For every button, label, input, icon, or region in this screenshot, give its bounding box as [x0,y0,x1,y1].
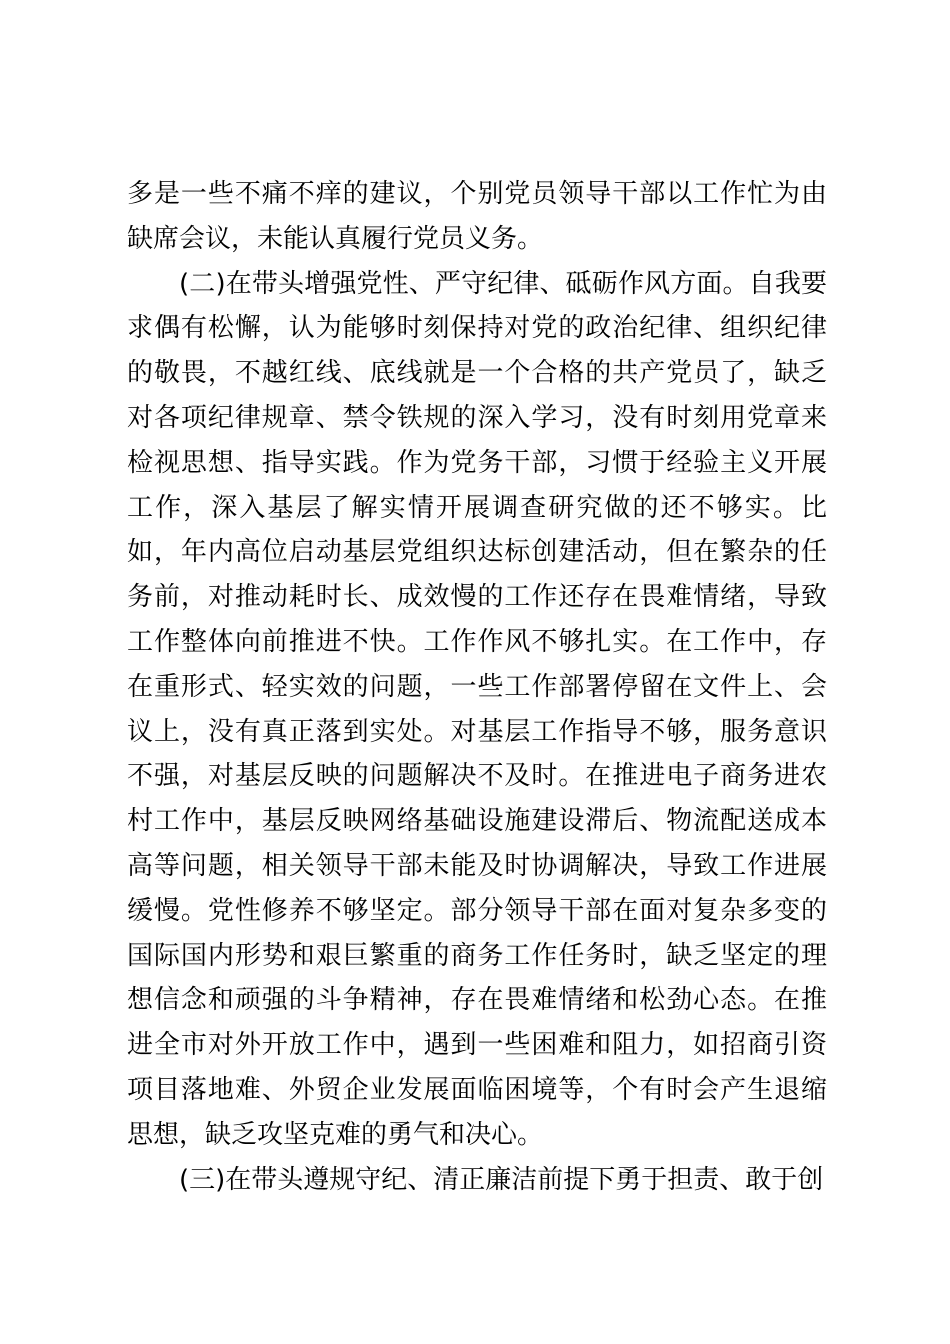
document-body [127,172,827,1202]
paragraph-1: 多是一些不痛不痒的建议，个别党员领导干部以工作忙为由缺席会议，未能认真履行党员义务。 [127,179,827,254]
paragraph-2: (二)在带头增强党性、严守纪律、砥砺作风方面。自我要求偶有松懈，认为能够时刻保持对党的政治纪律、组织纪律的敬畏，不越红线、底线就是一个合格的共产党员了，缺乏对各项纪律规章、禁令铁规的深入学习，没有时刻用党章来检视思想、指导实践。作为党务干部，习惯于经验主义开展工作，深入基层了解实情开展调查研究做的还不够实。比如，年内高位启动基层党组织达标创建活动，但在繁杂的任务前，对推动耗时长、成效慢的工作还存在畏难情绪，导致工作整体向前推进不快。工作作风不够扎实。在工作中，存在重形式、轻实效的问题，一些工作部署停留在文件上、会议上，没有真正落到实处。对基层工作指导不够，服务意识不强，对基层反映的问题解决不及时。在推进电子商务进农村工作中，基层反映网络基础设施建设滞后、物流配送成本高等问题，相关领导干部未能及时协调解决，导致工作进展缓慢。党性修养不够坚定。部分领导干部在面对复杂多变的国际国内形势和艰巨繁重的商务工作任务时，缺乏坚定的理想信念和顽强的斗争精神，存在畏难情绪和松劲心态。在推进全市对外开放工作中，遇到一些困难和阻力，如招商引资项目落地难、外贸企业发展面临困境等，个有时会产生退缩思想，缺乏攻坚克难的勇气和决心。 [127,268,827,1150]
paragraph-3: (三)在带头遵规守纪、清正廉洁前提下勇于担责、敢于创 [179,1164,824,1195]
